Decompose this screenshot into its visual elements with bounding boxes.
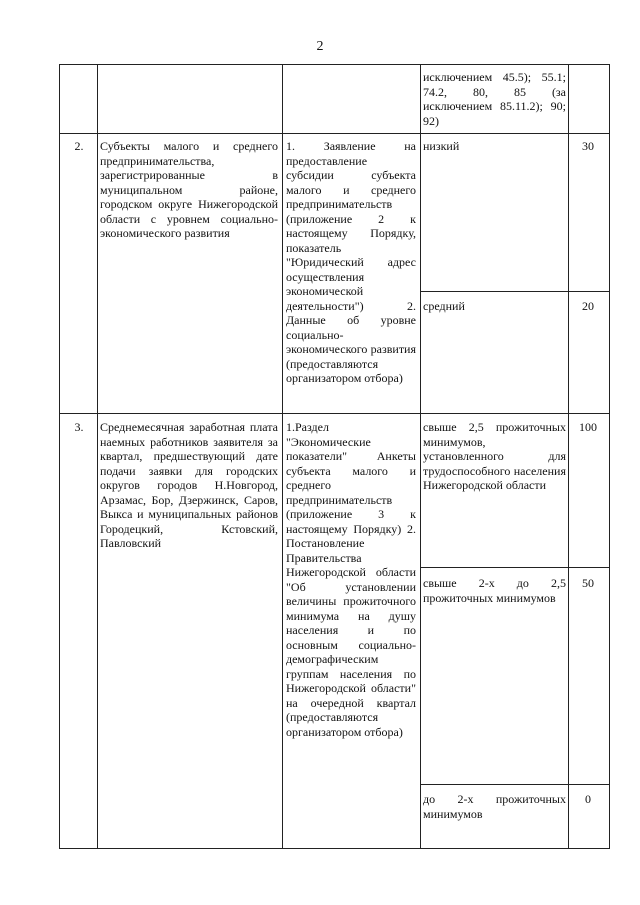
table-top-border	[59, 64, 609, 65]
score-value: 100	[579, 420, 597, 434]
row-divider	[420, 567, 609, 568]
row-divider	[420, 291, 609, 292]
row-number: 2.	[74, 139, 84, 153]
level-text: свыше 2-х до 2,5 прожиточных минимумов	[423, 576, 566, 605]
criterion-text: Субъекты малого и среднего предпринимательства, зарегистрированные в муниципальном районе, городском округе Нижегородской области с уровнем социально-экономического развития	[100, 139, 278, 240]
documents-text: 1.Раздел "Экономические показатели" Анкеты субъекта малого и среднего предпринимательств (приложение 3 к настоящему Порядку) 2. Постановление Правительства Нижегородской области "Об установлении величины прожиточного минимума на душу населения и по основным социально-демографическим группам населения по Нижегородской области" на очередной квартал (предоставляются организатором отбора)	[286, 420, 416, 739]
level-text: средний	[423, 299, 465, 313]
row-number: 3.	[74, 420, 84, 434]
page-number: 2	[316, 39, 324, 54]
column-divider	[282, 64, 283, 849]
score-value: 30	[582, 139, 594, 153]
column-divider	[609, 64, 610, 849]
column-divider	[59, 64, 60, 849]
level-text: низкий	[423, 139, 460, 153]
column-divider	[97, 64, 98, 849]
column-divider	[568, 64, 569, 849]
score-value: 50	[582, 576, 594, 590]
criterion-text: Среднемесячная заработная плата наемных работников заявителя за квартал, предшествующий дате подачи заявки для городских округов городов Н.Новгород, Арзамас, Бор, Дзержинск, Саров, Выкса и муниципальных районов Городецкий, Кстовский, Павловский	[100, 420, 278, 550]
level-text: до 2-х прожиточных минимумов	[423, 792, 566, 821]
row-divider	[420, 784, 609, 785]
row-divider	[59, 413, 609, 414]
column-divider	[420, 64, 421, 849]
score-value: 20	[582, 299, 594, 313]
documents-text: 1. Заявление на предоставление субсидии субъекта малого и среднего предпринимательств (приложение 2 к настоящему Порядку, показатель "Юридический адрес осуществления экономической деятельности") 2. Данные об уровне социально-экономического развития (предоставляются организатором отбора)	[286, 139, 416, 385]
level-text: свыше 2,5 прожиточных минимумов, установленного для трудоспособного населения Нижегородской области	[423, 420, 566, 492]
table-bottom-border	[59, 848, 609, 849]
score-value: 0	[585, 792, 591, 806]
level-text: исключением 45.5); 55.1; 74.2, 80, 85 (за исключением 85.11.2); 90; 92)	[423, 70, 566, 128]
row-divider	[59, 133, 609, 134]
